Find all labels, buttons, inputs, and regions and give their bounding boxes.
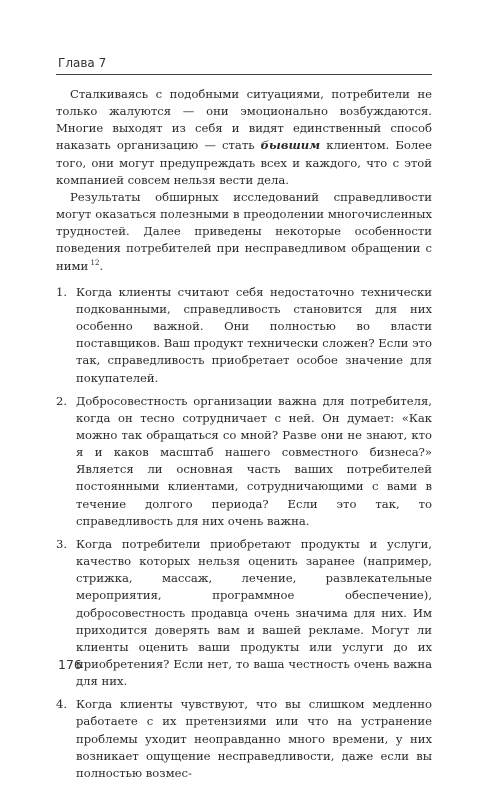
list-item — [56, 696, 432, 782]
list-item — [56, 536, 432, 690]
list-item — [56, 393, 432, 530]
list-item — [56, 284, 432, 387]
page-number: 176 — [58, 657, 82, 672]
list-item-text: Когда клиенты считают себя недостаточно технически подкованными, справедливость становится для них особенно важной. Они полностью во власти поставщиков. Ваш продукт технически сложен? Если это так, справедливость приобретает особое значение для покупателей. — [76, 284, 432, 385]
paragraph-1-text-a: Сталкиваясь с подобными ситуациями, потребители не только жалуются — они эмоционально возбуждаются. Многие выходят из себя и видят единственный способ наказать организацию — стать — [56, 87, 432, 153]
paragraph-2-end: . — [99, 258, 104, 273]
list-item-number: 2. — [56, 393, 68, 408]
list-item-number: 1. — [56, 284, 68, 299]
list-item-text: Когда потребители приобретают продукты и услуги, качество которых нельзя оценить заранее (например, стрижка, массаж, лечение, развлекательные мероприятия, программное обеспечение), добросовестность продавца очень значима для них. Им приходится доверять вам и вашей рекламе. Могут ли клиенты оценить ваши продукты или услуги до их приобретения? Если нет, то ваша честность очень важна для них. — [76, 536, 432, 689]
running-head: Глава 7 — [58, 56, 107, 70]
behavior-list — [56, 284, 432, 782]
list-item-number: 3. — [56, 536, 68, 551]
paragraph-1 — [56, 86, 432, 189]
list-item-number: 4. — [56, 697, 68, 712]
paragraph-2-text: Результаты обширных исследований справедливости могут оказаться полезными в преодолении многочисленных трудностей. Далее приведены некоторые особенности поведения потребителей при несправедливом обращении с ними — [56, 189, 432, 273]
list-item-text: Когда клиенты чувствуют, что вы слишком медленно работаете с их претензиями или что на устранение проблемы уходит неоправданно много времени, у них возникает ощущение несправедливости, даже если вы полностью возмес- — [76, 697, 432, 780]
list-item-text: Добросовестность организации важна для потребителя, когда он тесно сотрудничает с ней. Он думает: «Как можно так обращаться со мной? Разве они не знают, кто я и каков масштаб нашего совместного бизнеса?» Является ли основная часть ваших потребителей постоянными клиентами, сотрудничающими с вами в течение долгого периода? Если это так, то справедливость для них очень важна. — [76, 393, 432, 528]
header-rule — [56, 74, 432, 75]
page-body — [56, 86, 432, 788]
footnote-ref: 12 — [90, 258, 100, 267]
paragraph-1-emphasis: бывшим — [260, 138, 321, 153]
paragraph-1-text-b: клиентом. Более того, они могут предупреждать всех и каждого, что с этой компанией совсем нельзя вести дела. — [56, 138, 433, 187]
paragraph-2 — [56, 189, 432, 275]
